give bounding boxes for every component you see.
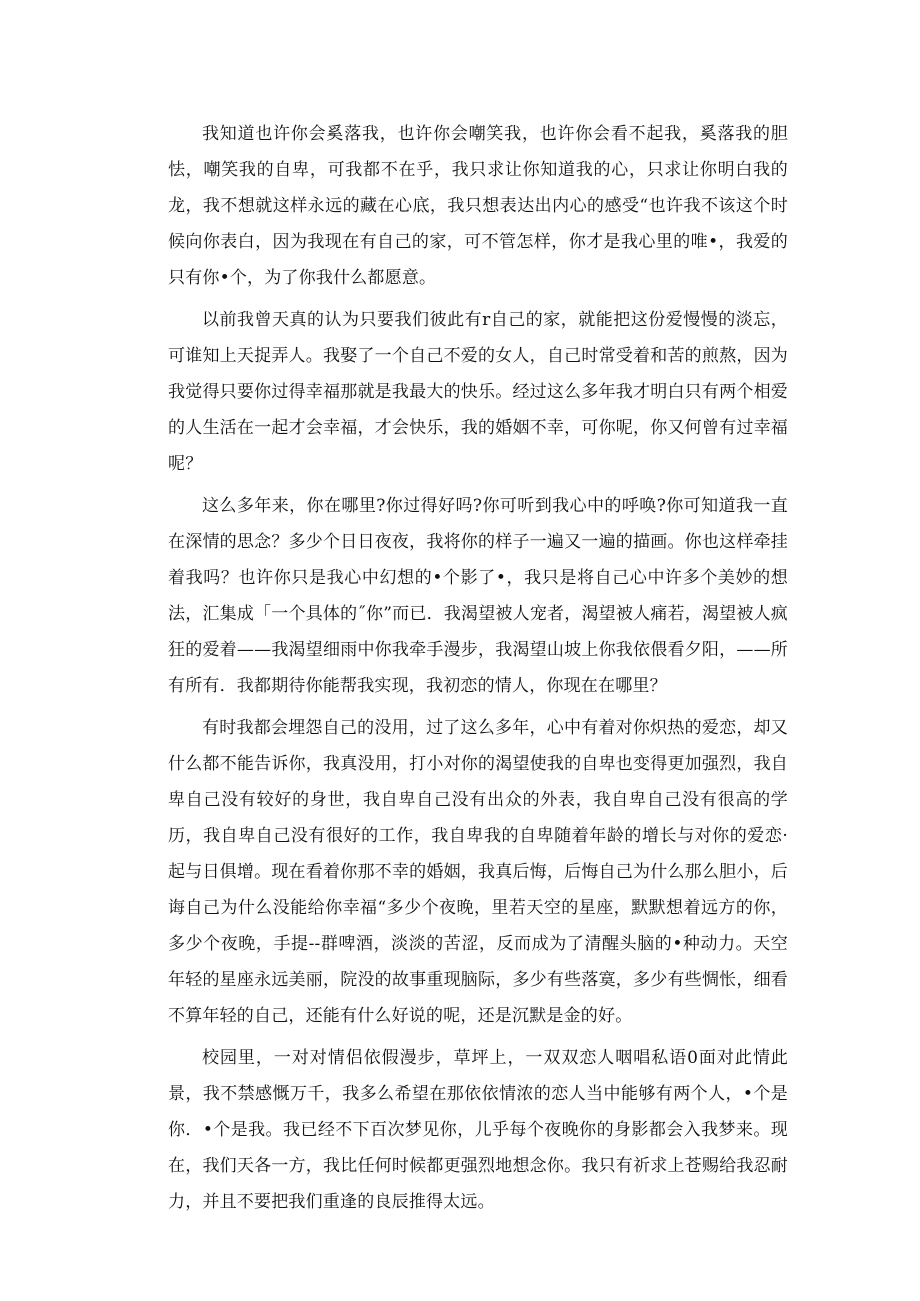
document-body bbox=[168, 116, 788, 1226]
paragraph-2: 以前我曾天真的认为只要我们彼此有r自己的家，就能把这份爱慢慢的淡忘，可谁知上天捉弄人。我娶了一个自己不爱的女人，自己时常受着和苦的煎熬，因为我觉得只要你过得幸福那就是我最大的快乐。经过这么多年我才明白只有两个相爱的人生活在一起才会幸福，才会快乐，我的婚姻不幸，可你呢，你又何曾有过幸福呢？ bbox=[168, 310, 788, 474]
paragraph-1: 我知道也许你会奚落我，也许你会嘲笑我，也许你会看不起我，奚落我的胆怯，嘲笑我的自卑，可我都不在乎，我只求让你知道我的心，只求让你明白我的龙，我不想就这样永远的藏在心底，我只想表达出内心的感受“也许我不该这个时候向你表白，因为我现在有自己的家，可不管怎样，你才是我心里的唯•，我爱的只有你•个，为了你我什么都愿意。 bbox=[168, 124, 788, 288]
paragraph-5: 校园里，一对对情侣依假漫步，草坪上，一双双恋人咽唱私语0面对此情此景，我不禁感慨万千，我多么希望在那依依情浓的恋人当中能够有两个人，•个是你．•个是我。我已经不下百次梦见你，儿乎每个夜晚你的身影都会入我梦来。现在，我们天各一方，我比任何时候都更强烈地想念你。我只有祈求上苍赐给我忍耐力，并且不要把我们重逢的良辰推得太远。 bbox=[168, 1048, 788, 1212]
paragraph-4: 有时我都会埋怨自己的没用，过了这么多年，心中有着对你炽热的爱恋，却又什么都不能告诉你，我真没用，打小对你的渴望使我的自卑也变得更加强烈，我自卑自己没有较好的身世，我自卑自己没有出众的外表，我自卑自己没有很高的学历，我自卑自己没有很好的工作，我自卑我的自卑随着年龄的增长与对你的爱恋·起与日俱增。现在看着你那不幸的婚姻，我真后悔，后悔自己为什么那么胆小，后诲自己为什么没能给你幸福“多少个夜晚，里若天空的星座，默默想着远方的你，多少个夜晚，手提--群啤酒，淡淡的苦涩，反而成为了清醒头脑的•种动力。天空年轻的星座永远美丽，院没的故事重现脑际，多少有些落寞，多少有些惆怅，细看不算年轻的自己，还能有什么好说的呢，还是沉默是金的好。 bbox=[168, 718, 788, 1026]
paragraph-3: 这么多年来，你在哪里?你过得好吗?你可听到我心中的呼唤?你可知道我一直在深情的思念？多少个日日夜夜，我将你的样子一遍又一遍的描画。你也这样牵挂着我吗？也许你只是我心中幻想的•个影了•，我只是将自己心中许多个美妙的想法，汇集成「一个具体的˝你”而已．我渴望被人宠者，渴望被人痛若，渴望被人疯狂的爱着——我渴望细雨中你我牵手漫步，我渴望山坡上你我依偎看夕阳，——所有所有．我都期待你能帮我实现，我初恋的情人，你现在在哪里？ bbox=[168, 496, 788, 696]
